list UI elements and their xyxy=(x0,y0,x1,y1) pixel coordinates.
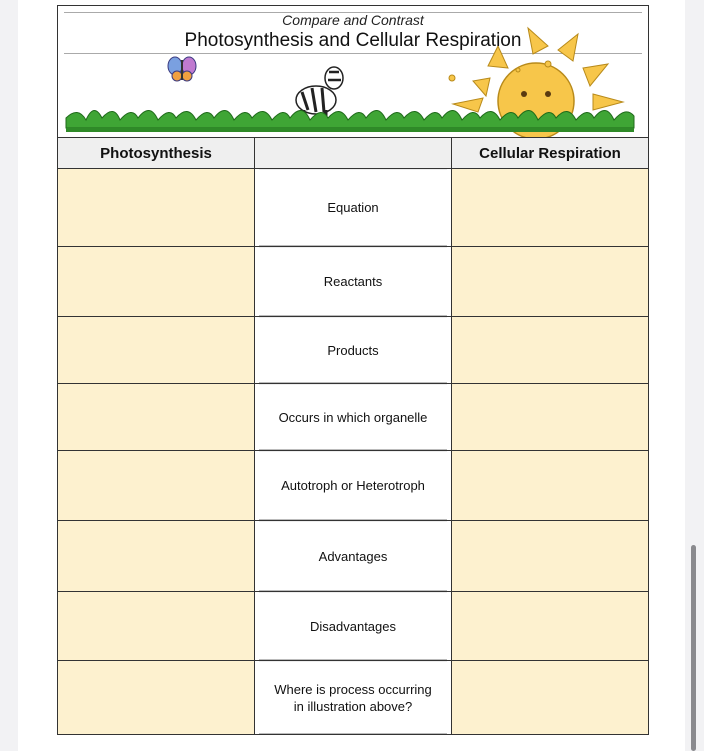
column-header-photosynthesis: Photosynthesis xyxy=(58,138,255,169)
comparison-table xyxy=(57,137,649,735)
topic-cell xyxy=(255,451,452,521)
respiration-answer-cell[interactable] xyxy=(452,317,649,384)
row-label: Equation xyxy=(259,169,447,246)
table-row xyxy=(58,247,649,317)
photosynthesis-answer-cell[interactable] xyxy=(58,451,255,521)
photosynthesis-answer-cell[interactable] xyxy=(58,317,255,384)
row-label: Products xyxy=(259,317,447,383)
scrollbar[interactable] xyxy=(691,545,696,751)
column-header-topic xyxy=(255,138,452,169)
table-row xyxy=(58,661,649,735)
row-label: Advantages xyxy=(259,521,447,591)
respiration-answer-cell[interactable] xyxy=(452,169,649,247)
grass-strip xyxy=(66,110,634,132)
table-row xyxy=(58,384,649,451)
table-row xyxy=(58,521,649,592)
row-label: Autotroph or Heterotroph xyxy=(259,451,447,520)
photosynthesis-answer-cell[interactable] xyxy=(58,661,255,735)
photosynthesis-answer-cell[interactable] xyxy=(58,521,255,592)
topic-cell xyxy=(255,661,452,735)
respiration-answer-cell[interactable] xyxy=(452,247,649,317)
worksheet-banner xyxy=(57,5,649,137)
topic-cell xyxy=(255,247,452,317)
respiration-answer-cell[interactable] xyxy=(452,661,649,735)
photosynthesis-answer-cell[interactable] xyxy=(58,384,255,451)
topic-cell xyxy=(255,592,452,661)
table-row xyxy=(58,451,649,521)
row-label: Reactants xyxy=(259,247,447,316)
respiration-answer-cell[interactable] xyxy=(452,384,649,451)
topic-cell xyxy=(255,521,452,592)
row-label: Occurs in which organelle xyxy=(259,384,447,450)
worksheet-title: Photosynthesis and Cellular Respiration xyxy=(184,30,522,51)
topic-cell xyxy=(255,169,452,247)
table-row xyxy=(58,169,649,247)
butterfly-icon xyxy=(168,57,196,81)
table-row xyxy=(58,592,649,661)
photosynthesis-answer-cell[interactable] xyxy=(58,169,255,247)
respiration-answer-cell[interactable] xyxy=(452,592,649,661)
respiration-answer-cell[interactable] xyxy=(452,521,649,592)
topic-cell xyxy=(255,384,452,451)
topic-cell xyxy=(255,317,452,384)
respiration-answer-cell[interactable] xyxy=(452,451,649,521)
column-header-cellular-respiration: Cellular Respiration xyxy=(452,138,649,169)
photosynthesis-answer-cell[interactable] xyxy=(58,592,255,661)
row-label: Where is process occurring in illustration above? xyxy=(259,661,447,734)
table-row xyxy=(58,317,649,384)
worksheet-subtitle: Compare and Contrast xyxy=(282,12,424,28)
table-header-row xyxy=(58,138,649,169)
row-label: Disadvantages xyxy=(259,592,447,660)
photosynthesis-answer-cell[interactable] xyxy=(58,247,255,317)
